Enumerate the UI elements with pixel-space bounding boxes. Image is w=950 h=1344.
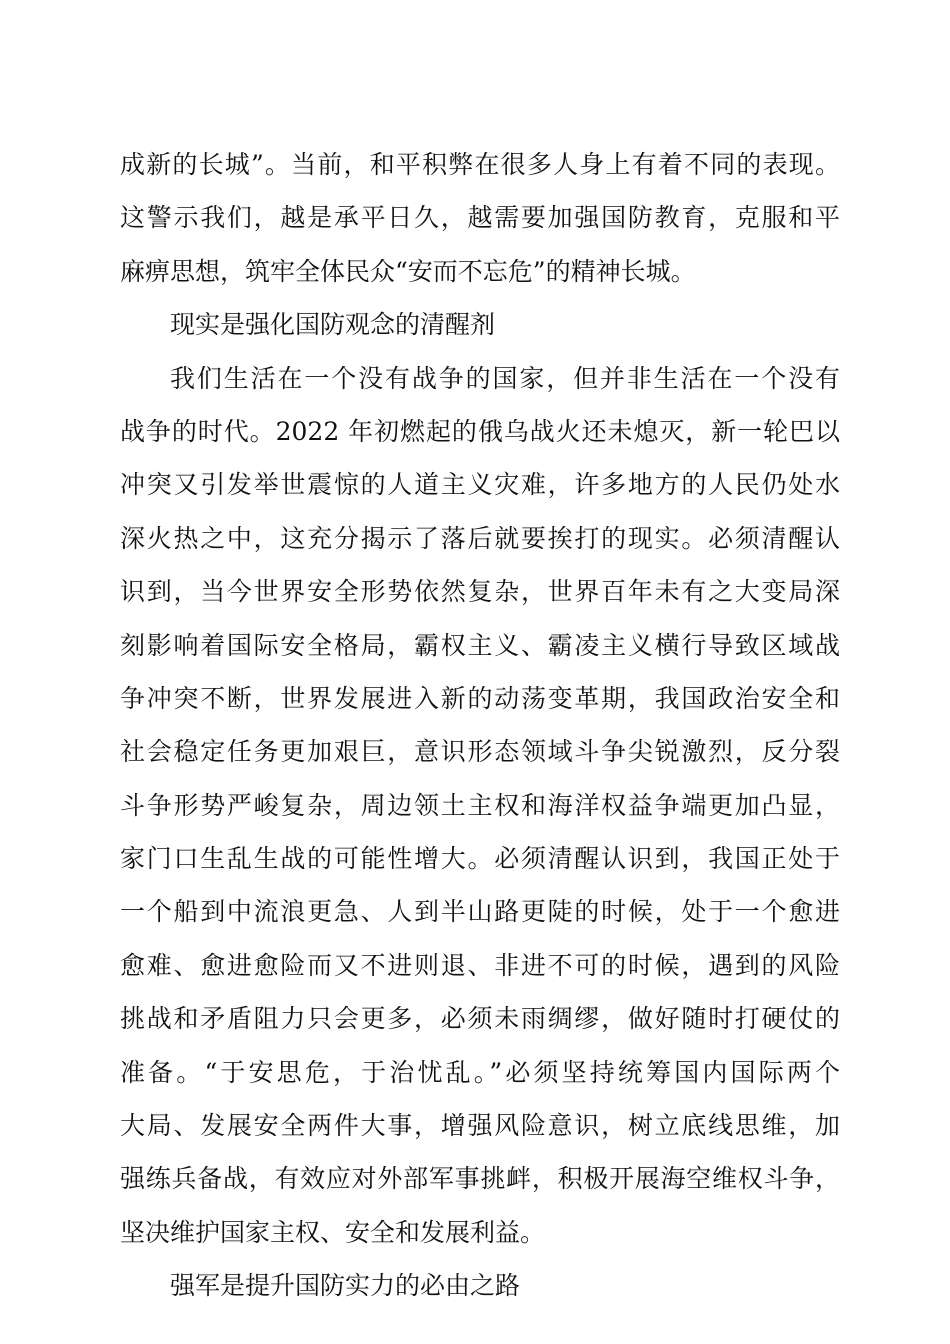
body-line: 成新的长城”。当前，和平积弊在很多人身上有着不同的表现。 — [120, 150, 840, 179]
body-line: 识到，当今世界安全形势依然复杂，世界百年未有之大变局深 — [120, 577, 840, 607]
body-line: 愈难、愈进愈险而又不进则退、非进不可的时候，遇到的风险 — [120, 950, 840, 980]
body-line: 一个船到中流浪更急、人到半山路更陡的时候，处于一个愈进 — [120, 897, 840, 927]
body-line: 大局、发展安全两件大事，增强风险意识，树立底线思维，加 — [120, 1111, 840, 1141]
body-line: 强练兵备战，有效应对外部军事挑衅，积极开展海空维权斗争， — [120, 1164, 840, 1194]
body-line: 冲突又引发举世震惊的人道主义灾难，许多地方的人民仍处水 — [120, 470, 840, 500]
body-line: 家门口生乱生战的可能性增大。必须清醒认识到，我国正处于 — [120, 844, 840, 874]
body-line: 挑战和矛盾阻力只会更多，必须未雨绸缪，做好随时打硬仗的 — [120, 1004, 840, 1034]
body-line: 麻痹思想，筑牢全体民众“安而不忘危”的精神长城。 — [120, 256, 696, 286]
body-line: 深火热之中，这充分揭示了落后就要挨打的现实。必须清醒认 — [120, 523, 840, 553]
document-body — [120, 138, 840, 1313]
body-line: 斗争形势严峻复杂，周边领土主权和海洋权益争端更加凸显， — [120, 790, 840, 820]
body-line: 刻影响着国际安全格局，霸权主义、霸凌主义横行导致区域战 — [120, 630, 840, 660]
body-line: 争冲突不断，世界发展进入新的动荡变革期，我国政治安全和 — [120, 683, 840, 713]
body-line: 坚决维护国家主权、安全和发展利益。 — [120, 1217, 546, 1247]
body-line: 社会稳定任务更加艰巨，意识形态领域斗争尖锐激烈，反分裂 — [120, 737, 840, 767]
section-heading: 强军是提升国防实力的必由之路 — [170, 1271, 521, 1301]
body-line: 这警示我们，越是承平日久，越需要加强国防教育，克服和平 — [120, 203, 840, 233]
section-heading: 现实是强化国防观念的清醒剂 — [170, 310, 496, 340]
body-line: 我们生活在一个没有战争的国家，但并非生活在一个没有 — [170, 363, 840, 393]
body-line: 战争的时代。2022 年初燃起的俄乌战火还未熄灭，新一轮巴以 — [120, 416, 840, 446]
body-line: 准备。“于安思危，于治忧乱。”必须坚持统筹国内国际两个 — [120, 1057, 840, 1087]
